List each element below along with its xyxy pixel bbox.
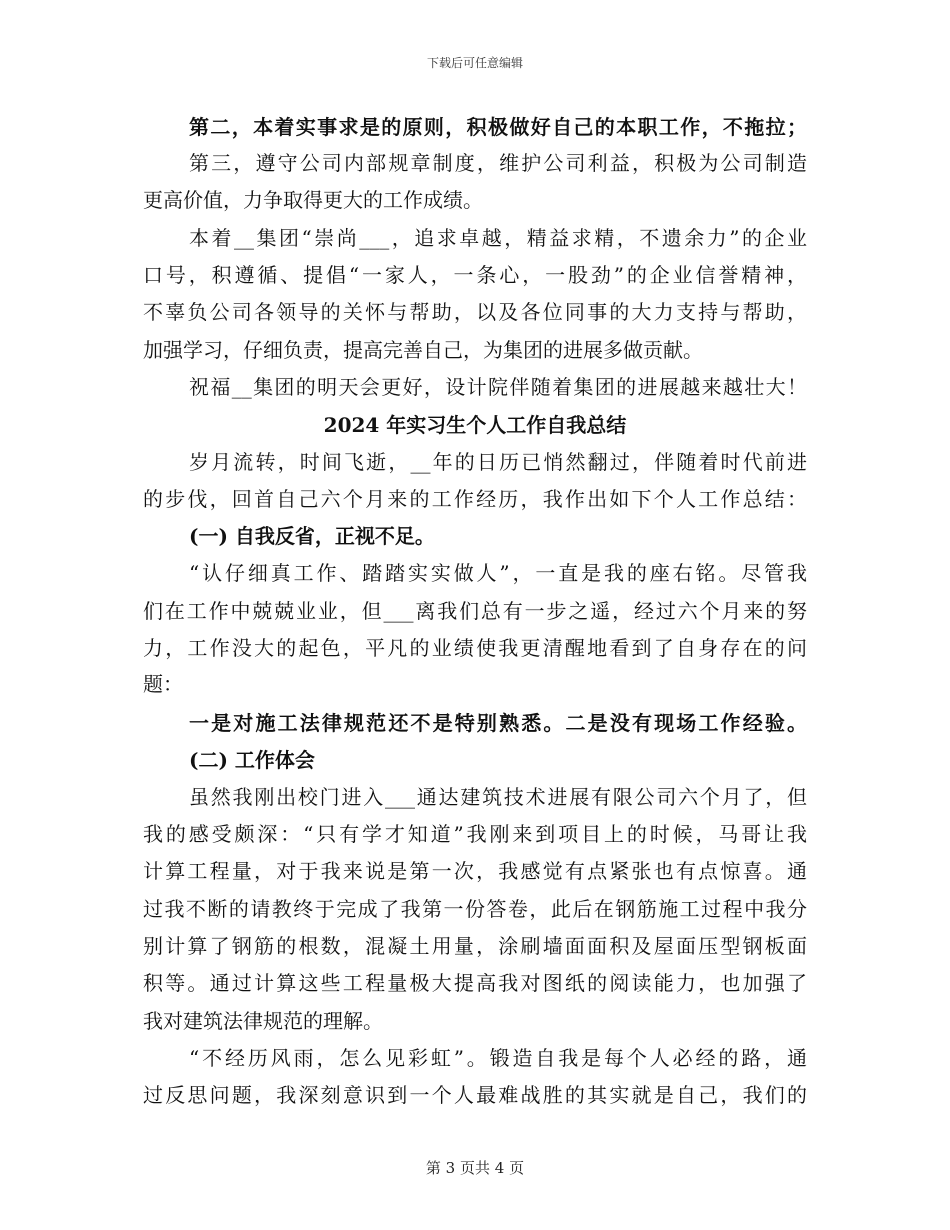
paragraph-line: “认仔细真工作、踏踏实实做人”，一直是我的座右铭。尽管我 bbox=[189, 561, 807, 585]
paragraph-line: 们在工作中兢兢业业，但___离我们总有一步之遥，经过六个月来的努 bbox=[143, 599, 807, 623]
paragraph-line: 不辜负公司各领导的关怀与帮助，以及各位同事的大力支持与帮助， bbox=[143, 300, 807, 324]
paragraph-line: 一是对施工法律规范还不是特别熟悉。二是没有现场工作经验。 bbox=[189, 711, 807, 735]
paragraph-line: 的步伐，回首自己六个月来的工作经历，我作出如下个人工作总结： bbox=[143, 487, 807, 511]
paragraph-line: 过我不断的请教终于完成了我第一份答卷，此后在钢筋施工过程中我分 bbox=[143, 897, 807, 921]
paragraph-line: “不经历风雨，怎么见彩虹”。锻造自我是每个人必经的路，通 bbox=[189, 1046, 807, 1070]
paragraph-line: 别计算了钢筋的根数，混凝土用量，涂刷墙面面积及屋面压型钢板面 bbox=[143, 934, 807, 958]
paragraph-line: 岁月流转，时间飞逝，__年的日历已悄然翻过，伴随着时代前进 bbox=[189, 450, 807, 474]
paragraph-line: 力，工作没大的起色，平凡的业绩使我更清醒地看到了自身存在的问 bbox=[143, 636, 807, 660]
paragraph-line: 第二，本着实事求是的原则，积极做好自己的本职工作，不拖拉； bbox=[189, 115, 807, 139]
paragraph-line: 加强学习，仔细负责，提高完善自己，为集团的进展多做贡献。 bbox=[143, 338, 703, 362]
paragraph-line: 计算工程量，对于我来说是第一次，我感觉有点紧张也有点惊喜。通 bbox=[143, 859, 807, 883]
page-header: 下载后可任意编辑 bbox=[426, 56, 523, 70]
paragraph-line: 本着__集团“崇尚___，追求卓越，精益求精，不遗余力”的企业 bbox=[189, 226, 807, 250]
paragraph-line: 祝福__集团的明天会更好，设计院伴随着集团的进展越来越壮大！ bbox=[189, 375, 807, 399]
paragraph-line: 更高价值，力争取得更大的工作成绩。 bbox=[143, 188, 483, 212]
paragraph-line: 虽然我刚出校门进入___通达建筑技术进展有限公司六个月了，但 bbox=[189, 785, 807, 809]
paragraph-line: 口号，积遵循、提倡“一家人，一条心，一股劲”的企业信誉精神， bbox=[143, 263, 807, 287]
section-title: 2024 年实习生个人工作自我总结 bbox=[323, 413, 627, 437]
page-footer: 第 3 页共 4 页 bbox=[425, 1159, 525, 1177]
paragraph-line: 积等。通过计算这些工程量极大提高我对图纸的阅读能力，也加强了 bbox=[143, 971, 807, 995]
paragraph-line: 第三，遵守公司内部规章制度，维护公司利益，积极为公司制造 bbox=[189, 151, 807, 175]
paragraph-line: 过反思问题，我深刻意识到一个人最难战胜的其实就是自己，我们的 bbox=[143, 1083, 807, 1107]
paragraph-line: 我对建筑法律规范的理解。 bbox=[143, 1009, 383, 1033]
paragraph-line: 我的感受颇深：“只有学才知道”我刚来到项目上的时候，马哥让我 bbox=[143, 822, 807, 846]
subheading: (一) 自我反省，正视不足。 bbox=[189, 524, 435, 548]
subheading: (二) 工作体会 bbox=[189, 748, 315, 772]
paragraph-line: 题： bbox=[143, 672, 183, 696]
